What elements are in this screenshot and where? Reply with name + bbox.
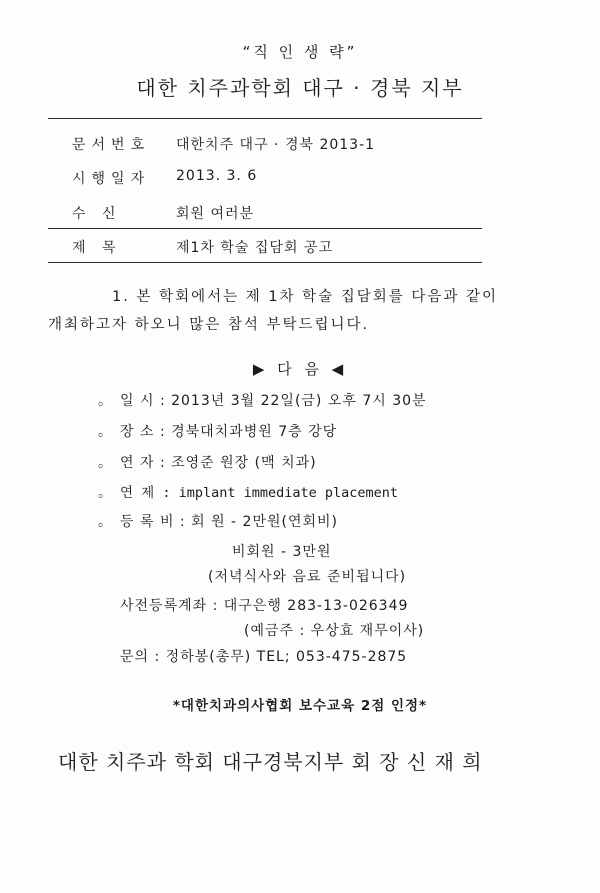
organization-title: 대한 치주과학회 대구 · 경북 지부: [136, 76, 464, 100]
bullet-icon: 。: [98, 514, 113, 530]
education-credit-notice: *대한치과의사협회 보수교육 2점 인정*: [172, 698, 428, 714]
divider-top: [48, 118, 482, 119]
detail-text: 연 제 : implant immediate placement: [120, 485, 399, 501]
bullet-icon: 。: [98, 485, 113, 501]
fee-non-member: 비회원 - 3만원: [232, 544, 332, 560]
body-paragraph-line-1: 1. 본 학회에서는 제 1차 학술 집담회를 다음과 같이: [112, 289, 499, 305]
section-heading: ▶ 다 음 ◀: [252, 360, 348, 378]
detail-item-fee: [98, 511, 338, 531]
bullet-icon: 。: [98, 393, 113, 409]
divider-bottom: [48, 262, 482, 263]
dinner-note: (저녁식사와 음료 준비됩니다): [208, 569, 407, 585]
detail-text: 일 시 : 2013년 3월 22일(금) 오후 7시 30분: [120, 393, 427, 409]
detail-item-topic: [98, 481, 398, 502]
account-line: 사전등록계좌 : 대구은행 283-13-026349: [120, 598, 409, 614]
divider-middle: [48, 228, 482, 229]
bullet-icon: 。: [98, 455, 113, 471]
field-label-issue-date: 시행일자: [72, 171, 151, 187]
field-value-subject: 제1차 학술 집담회 공고: [176, 240, 333, 256]
detail-item-speaker: [98, 452, 317, 472]
seal-omitted-note: “직 인 생 략”: [242, 43, 358, 61]
field-label-recipient: 수 신: [72, 206, 122, 222]
bullet-icon: 。: [98, 424, 113, 440]
field-value-recipient: 회원 여러분: [176, 206, 255, 222]
detail-item-venue: [98, 421, 337, 441]
detail-text: 등 록 비 : 회 원 - 2만원(연회비): [120, 514, 338, 530]
field-label-doc-number: 문서번호: [72, 137, 151, 153]
field-value-issue-date: 2013. 3. 6: [176, 168, 258, 184]
detail-text: 장 소 : 경북대치과병원 7층 강당: [120, 424, 338, 440]
detail-item-datetime: [98, 390, 427, 410]
field-value-doc-number: 대한치주 대구 · 경북 2013-1: [176, 137, 376, 153]
detail-text: 연 자 : 조영준 원장 (맥 치과): [120, 455, 317, 471]
account-holder: (예금주 : 우상효 재무이사): [244, 623, 425, 639]
signature-line: 대한 치주과 학회 대구경북지부 회 장 신 재 희: [58, 750, 483, 774]
field-label-subject: 제 목: [72, 240, 122, 256]
body-paragraph-line-2: 개최하고자 하오니 많은 참석 부탁드립니다.: [48, 317, 370, 333]
contact-line: 문의 : 정하봉(총무) TEL; 053-475-2875: [120, 649, 408, 665]
